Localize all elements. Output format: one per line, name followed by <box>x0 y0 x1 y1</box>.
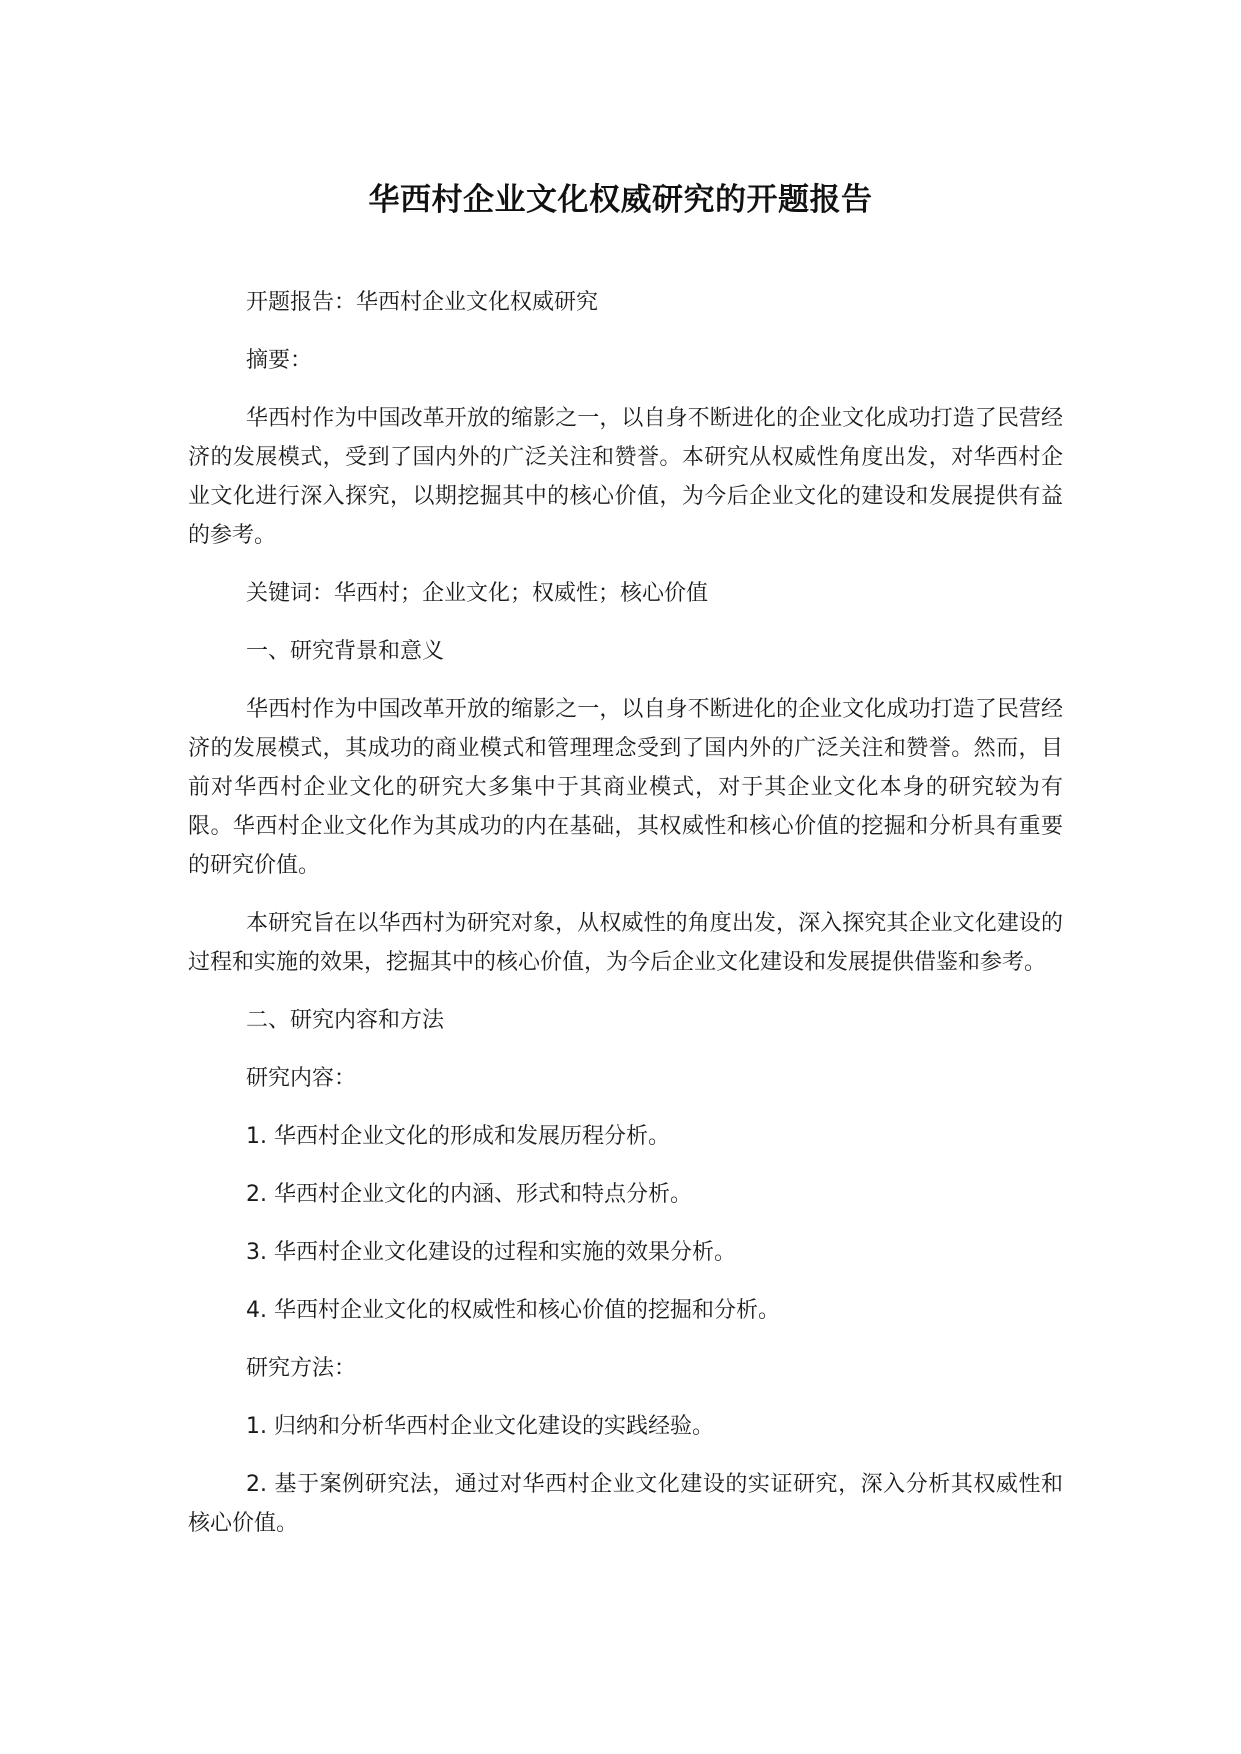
list-item: 3. 华西村企业文化建设的过程和实施的效果分析。 <box>246 1240 736 1265</box>
background-paragraph-2: 本研究旨在以华西村为研究对象，从权威性的角度出发，深入探究其企业文化建设的过程和实施的效果，挖掘其中的核心价值，为今后企业文化建设和发展提供借鉴和参考。 <box>188 911 1063 975</box>
list-item: 1. 归纳和分析华西村企业文化建设的实践经验。 <box>246 1414 714 1439</box>
research-methods-label: 研究方法： <box>246 1356 357 1381</box>
list-item: 4. 华西村企业文化的权威性和核心价值的挖掘和分析。 <box>246 1298 780 1323</box>
list-item: 2. 华西村企业文化的内涵、形式和特点分析。 <box>246 1182 692 1207</box>
document-body <box>188 283 1063 1562</box>
section-heading-content-methods: 二、研究内容和方法 <box>246 1008 445 1033</box>
section-heading-background: 一、研究背景和意义 <box>246 639 445 664</box>
background-paragraph-1: 华西村作为中国改革开放的缩影之一，以自身不断进化的企业文化成功打造了民营经济的发展模式，其成功的商业模式和管理理念受到了国内外的广泛关注和赞誉。然而，目前对华西村企业文化的研究大多集中于其商业模式，对于其企业文化本身的研究较为有限。华西村企业文化作为其成功的内在基础，其权威性和核心价值的挖掘和分析具有重要的研究价值。 <box>188 697 1063 878</box>
research-content-label: 研究内容： <box>246 1066 357 1091</box>
abstract-text: 华西村作为中国改革开放的缩影之一，以自身不断进化的企业文化成功打造了民营经济的发展模式，受到了国内外的广泛关注和赞誉。本研究从权威性角度出发，对华西村企业文化进行深入探究，以期挖掘其中的核心价值，为今后企业文化的建设和发展提供有益的参考。 <box>188 406 1063 548</box>
abstract-label: 摘要： <box>246 348 313 373</box>
document-title: 华西村企业文化权威研究的开题报告 <box>368 182 873 218</box>
report-heading-line: 开题报告：华西村企业文化权威研究 <box>246 290 599 315</box>
list-item: 1. 华西村企业文化的形成和发展历程分析。 <box>246 1124 670 1149</box>
keywords-line: 关键词：华西村；企业文化；权威性；核心价值 <box>246 581 709 606</box>
list-item: 2. 基于案例研究法，通过对华西村企业文化建设的实证研究，深入分析其权威性和核心价值。 <box>188 1472 1063 1536</box>
